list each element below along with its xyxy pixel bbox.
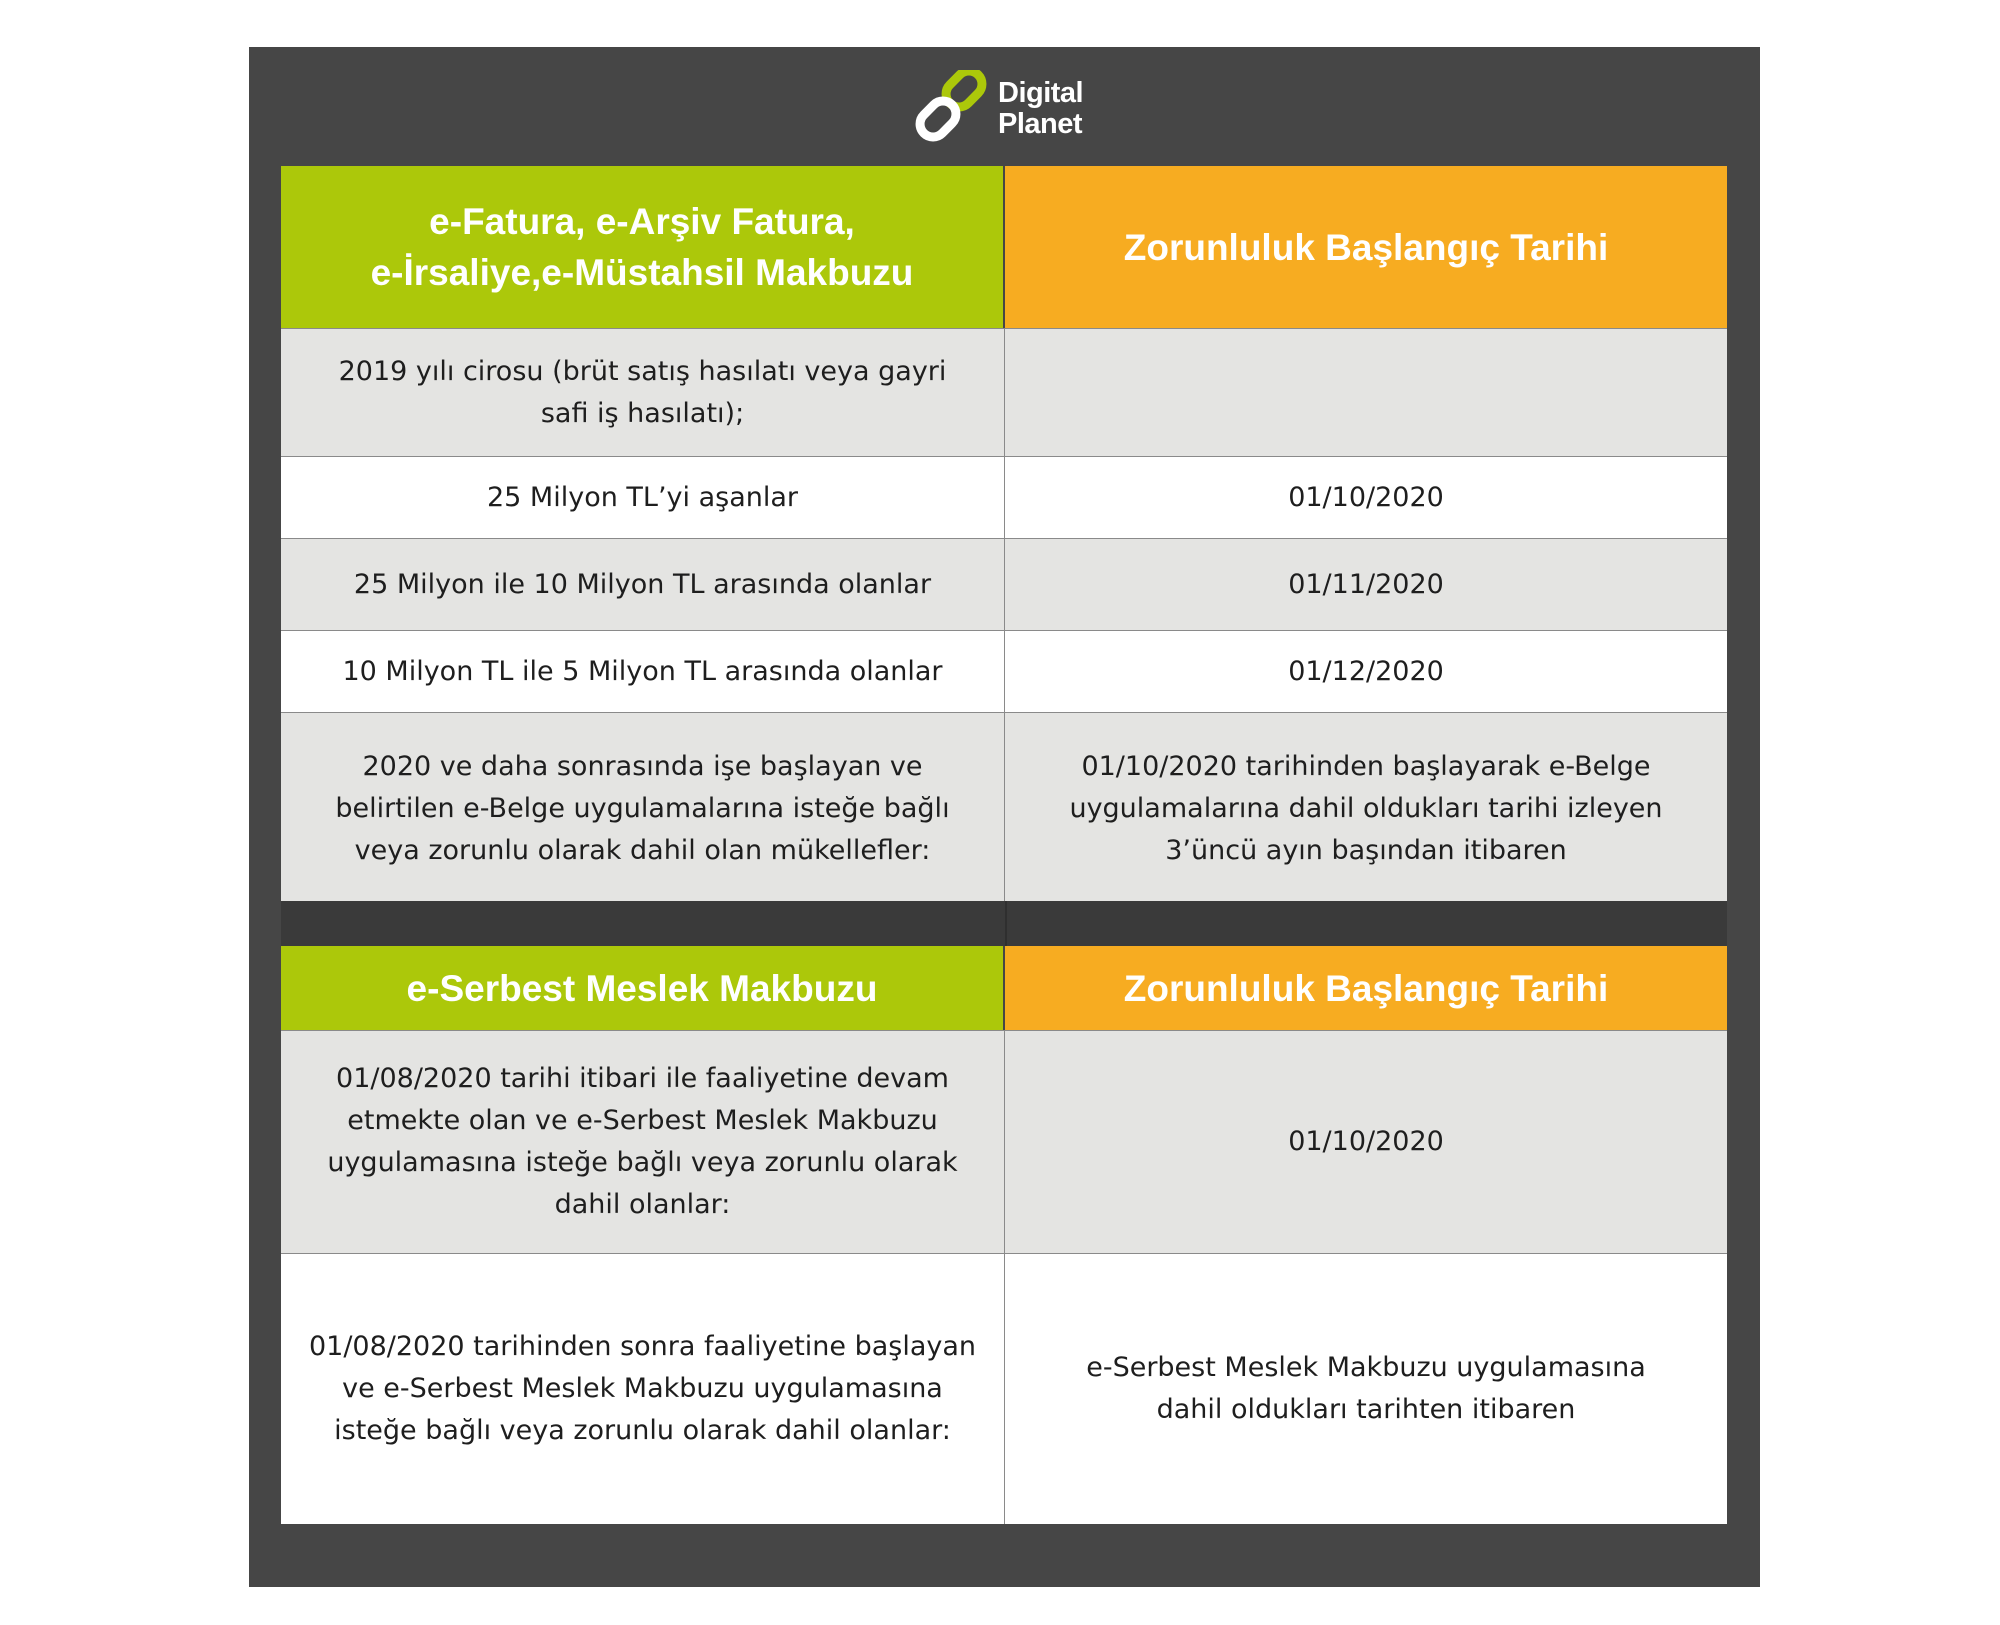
row-date: 01/12/2020: [1005, 631, 1727, 712]
smm-dates-table: [281, 946, 1727, 1524]
table-row: [281, 539, 1727, 631]
row-criteria: 2019 yılı cirosu (brüt satış hasılatı veya gayri safi iş hasılatı);: [281, 329, 1005, 456]
row-criteria: 10 Milyon TL ile 5 Milyon TL arasında olanlar: [281, 631, 1005, 712]
content-panel: [249, 47, 1760, 1587]
row-criteria: 25 Milyon ile 10 Milyon TL arasında olanlar: [281, 539, 1005, 630]
chain-link-icon: [910, 70, 994, 148]
brand-name-line1: Digital: [998, 77, 1084, 109]
table-separator: [281, 901, 1727, 946]
brand-name: [998, 78, 1083, 140]
table-row: [281, 713, 1727, 904]
brand-logo: [910, 70, 1100, 148]
row-date: 01/10/2020: [1005, 1031, 1727, 1253]
table-row: [281, 631, 1727, 713]
row-date: 01/11/2020: [1005, 539, 1727, 630]
row-date: 01/10/2020: [1005, 457, 1727, 538]
table-row: [281, 457, 1727, 539]
table-row: [281, 1254, 1727, 1524]
header-line1: e-Fatura, e-Arşiv Fatura,: [429, 201, 855, 242]
row-criteria: 01/08/2020 tarihinden sonra faaliyetine başlayan ve e-Serbest Meslek Makbuzu uygulamasına isteğe bağlı veya zorunlu olarak dahil olanlar:: [281, 1254, 1005, 1524]
table-header-start-date: Zorunluluk Başlangıç Tarihi: [1005, 166, 1727, 328]
row-date: e-Serbest Meslek Makbuzu uygulamasına dahil oldukları tarihten itibaren: [1005, 1254, 1727, 1524]
table-header-document-types: [281, 166, 1005, 328]
row-date: 01/10/2020 tarihinden başlayarak e-Belge uygulamalarına dahil oldukları tarihi izleyen 3’üncü ayın başından itibaren: [1005, 713, 1727, 904]
row-criteria: 01/08/2020 tarihi itibari ile faaliyetine devam etmekte olan ve e-Serbest Meslek Makbuzu uygulamasına isteğe bağlı veya zorunlu olarak dahil olanlar:: [281, 1031, 1005, 1253]
mandatory-dates-table: [281, 166, 1727, 904]
table-row: [281, 329, 1727, 457]
row-criteria: 25 Milyon TL’yi aşanlar: [281, 457, 1005, 538]
table-header-row: [281, 166, 1727, 329]
table-header-row: [281, 946, 1727, 1031]
table-header-start-date: Zorunluluk Başlangıç Tarihi: [1005, 946, 1727, 1030]
brand-name-line2: Planet: [998, 108, 1083, 140]
header-line2: e-İrsaliye,e-Müstahsil Makbuzu: [370, 252, 914, 293]
table-row: [281, 1031, 1727, 1254]
table-header-smm: e-Serbest Meslek Makbuzu: [281, 946, 1005, 1030]
row-date: [1005, 329, 1727, 456]
row-criteria: 2020 ve daha sonrasında işe başlayan ve belirtilen e-Belge uygulamalarına isteğe bağlı veya zorunlu olarak dahil olan mükellefler:: [281, 713, 1005, 904]
